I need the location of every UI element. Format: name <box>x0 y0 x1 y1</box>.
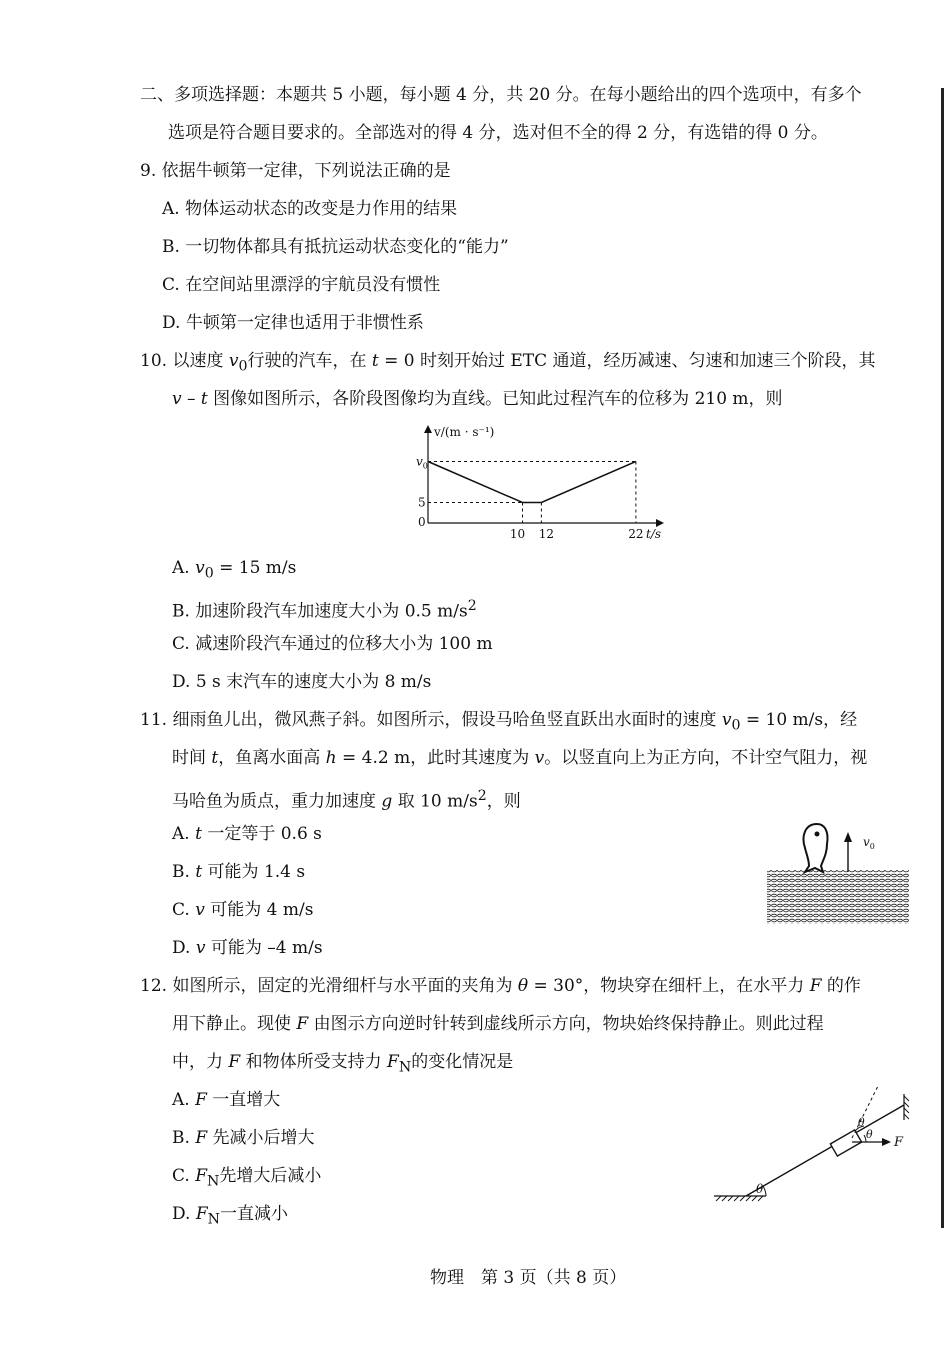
section-heading-line2: 选项是符合题目要求的。全部选对的得 4 分，选对但不全的得 2 分，有选错的得 0 分。 <box>168 123 828 143</box>
page-footer: 物理 第 3 页（共 8 页） <box>430 1268 627 1288</box>
q9-stem: 9. 依据牛顿第一定律，下列说法正确的是 <box>140 161 451 181</box>
section-heading-line1: 二、多项选择题：本题共 5 小题，每小题 4 分，共 20 分。在每小题给出的四个选项中，有多个 <box>140 85 862 105</box>
y-tick-5: 5 <box>418 495 426 510</box>
q9-option-d: D. 牛顿第一定律也适用于非惯性系 <box>162 313 424 333</box>
q11-fish-figure <box>765 818 915 928</box>
q12-stem-line3: 中，力 F 和物体所受支持力 $F_N$的变化情况是 <box>172 1052 514 1076</box>
q10-option-a: A. $v_0 = 15$ m/s <box>172 558 297 582</box>
upper-theta-label: θ <box>858 1116 865 1129</box>
page-right-border <box>941 88 944 1228</box>
q12-option-b: B. F 先减小后增大 <box>172 1128 315 1148</box>
q10-stem-line1: 10. 以速度 $v_0$行驶的汽车，在 t = 0 时刻开始过 ETC 通道，经历减速、匀速和加速三个阶段，其 <box>140 351 876 375</box>
q11-option-c: C. v 可能为 4 m/s <box>172 900 314 920</box>
origin-label: 0 <box>418 515 426 529</box>
rod <box>746 1105 904 1196</box>
q11-stem-line3: 马哈鱼为质点，重力加速度 g 取 10 $m/s^2$，则 <box>172 788 521 812</box>
y-tick-v0: $v_0$ <box>416 454 428 471</box>
q10-vt-graph <box>398 418 678 548</box>
x-axis-label: t/s <box>646 527 662 541</box>
q12-option-d: D. $F_N$一直减小 <box>172 1204 289 1228</box>
q10-option-d: D. 5 s 末汽车的速度大小为 8 m/s <box>172 672 432 692</box>
q9-option-c: C. 在空间站里漂浮的宇航员没有惯性 <box>162 275 441 295</box>
v0-label: $v_0$ <box>863 835 875 851</box>
y-axis-arrow <box>424 425 432 433</box>
q12-rod-figure <box>708 1080 918 1205</box>
q10-option-b: B. 加速阶段汽车加速度大小为 0.5 $m/s^2$ <box>172 598 477 622</box>
q9-option-a: A. 物体运动状态的改变是力作用的结果 <box>162 199 458 219</box>
q12-option-a: A. F 一直增大 <box>172 1090 281 1110</box>
velocity-arrowhead <box>844 832 852 842</box>
base-angle-arc <box>763 1186 766 1196</box>
velocity-line <box>428 462 636 503</box>
wall-hatch <box>904 1096 909 1119</box>
x-axis-arrow <box>656 519 664 527</box>
ground-hatch <box>716 1196 763 1201</box>
q12-stem-line1: 12. 如图所示，固定的光滑细杆与水平面的夹角为 θ = 30°，物块穿在细杆上，在水平力 F 的作 <box>140 976 861 996</box>
base-theta-label: θ <box>756 1182 764 1196</box>
fish-icon <box>804 824 828 872</box>
x-tick-22: 22 <box>628 527 644 541</box>
force-f-label: F <box>894 1135 904 1150</box>
force-theta-label: θ <box>866 1128 873 1141</box>
q10-option-c: C. 减速阶段汽车通过的位移大小为 100 m <box>172 634 493 654</box>
x-tick-10: 10 <box>509 527 526 541</box>
q12-option-c: C. $F_N$先增大后减小 <box>172 1166 322 1190</box>
q10-stem-line2: v – t 图像如图所示，各阶段图像均为直线。已知此过程汽车的位移为 210 m，则 <box>172 389 783 409</box>
x-tick-12: 12 <box>538 527 555 541</box>
q9-option-b: B. 一切物体都具有抵抗运动状态变化的“能力” <box>162 237 509 257</box>
q11-stem-line1: 11. 细雨鱼儿出，微风燕子斜。如图所示，假设马哈鱼竖直跃出水面时的速度 $v_0 = 10$ m/s，经 <box>140 710 858 734</box>
force-f-arrowhead <box>882 1138 891 1146</box>
q11-stem-line2: 时间 t，鱼离水面高 h = 4.2 m，此时其速度为 v。以竖直向上为正方向，不计空气阻力，视 <box>172 748 868 768</box>
water-surface <box>767 870 909 924</box>
y-axis-label: v/(m · s⁻¹) <box>434 425 495 439</box>
block <box>830 1130 861 1156</box>
q11-option-a: A. t 一定等于 0.6 s <box>172 824 322 844</box>
q12-stem-line2: 用下静止。现使 F 由图示方向逆时针转到虚线所示方向，物块始终保持静止。则此过程 <box>172 1014 824 1034</box>
rotated-force-dashed-line <box>852 1086 878 1138</box>
q11-option-d: D. v 可能为 –4 m/s <box>172 938 323 958</box>
q11-option-b: B. t 可能为 1.4 s <box>172 862 306 882</box>
